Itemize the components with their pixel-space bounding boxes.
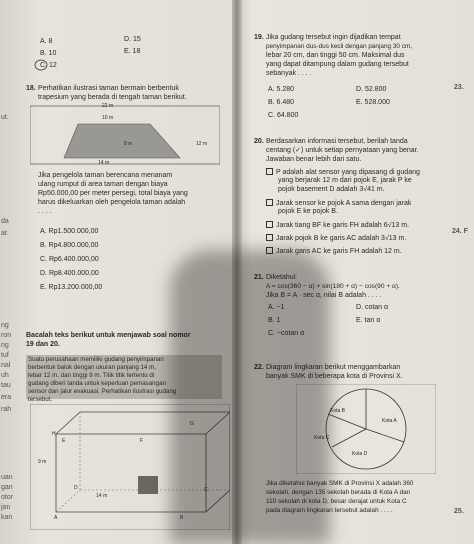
passage-line-5: sensor dan jalur evakuasi. Perhatikan ilustrasi gudang bbox=[28, 388, 177, 395]
option-c[interactable]: C. 12 bbox=[40, 62, 57, 69]
fig-inner-label: 10 m bbox=[102, 115, 114, 121]
margin-word: ron bbox=[1, 332, 12, 339]
margin-word: rah bbox=[1, 406, 12, 413]
q18-text-4: harus dikeluarkan oleh pengelola taman adalah bbox=[38, 199, 186, 206]
vertex-d: D bbox=[74, 485, 78, 491]
q19-line-3: lebar 20 cm, dan tinggi 50 cm. Maksimal dus bbox=[266, 52, 405, 59]
margin-number: 23. bbox=[454, 84, 464, 91]
q21-line-1: Diketahui: bbox=[266, 274, 298, 281]
margin-word: tuf bbox=[1, 352, 9, 359]
margin-word: era bbox=[1, 394, 12, 401]
box-length-label: 14 m bbox=[96, 493, 108, 499]
margin-number: 24. F bbox=[452, 228, 468, 235]
q18-line-1: Perhatikan ilustrasi taman bermain berbentuk bbox=[38, 85, 179, 92]
q20-line-2: centang (✓) untuk setiap pernyataan yang benar. bbox=[266, 147, 419, 154]
q19-line-1: Jika gudang tersebut ingin dijadikan tempat bbox=[266, 34, 401, 41]
passage-line-6: tersebut. bbox=[28, 396, 53, 403]
q21-option-b[interactable]: B. 1 bbox=[268, 317, 281, 324]
option-a[interactable]: A. 8 bbox=[40, 38, 53, 45]
box-height-label: 9 m bbox=[38, 459, 47, 465]
passage-line-3: lebar 12 m, dan tinggi 9 m. Titik titik tertentu di bbox=[28, 372, 155, 379]
q20-statement-1b: yang berjarak 12 m dari pojok E, jarak P ke bbox=[278, 177, 412, 184]
q22-number: 22. bbox=[254, 364, 264, 371]
option-d[interactable]: D. 15 bbox=[124, 36, 141, 43]
q18-option-c[interactable]: C. Rp6.400.000,00 bbox=[40, 256, 99, 263]
q19-option-c[interactable]: C. 64.800 bbox=[268, 112, 299, 119]
checkbox[interactable] bbox=[266, 199, 273, 206]
q21-option-c[interactable]: C. −cotan α bbox=[268, 330, 305, 337]
q19-line-2: penyimpanan dus-dus kecil dengan panjang 30 cm, bbox=[266, 43, 413, 50]
vertex-f: F bbox=[140, 438, 144, 444]
margin-word: gan bbox=[1, 484, 13, 491]
q19-number: 19. bbox=[254, 34, 264, 41]
checkbox[interactable] bbox=[266, 221, 273, 228]
q18-number: 18. bbox=[26, 85, 36, 92]
q18-text-5: . . . . bbox=[38, 208, 52, 215]
fig-side-label: 12 m bbox=[196, 141, 208, 147]
fig-middle-label: 8 m bbox=[124, 141, 133, 147]
q20-line-3: Jawaban benar lebih dari satu. bbox=[266, 156, 362, 163]
q21-option-e[interactable]: E. tan α bbox=[356, 317, 381, 324]
pie-label-kota-a: Kota A bbox=[382, 418, 397, 424]
q22-after-3: 110 sekolah di kota D, besar derajat untuk Kota C bbox=[266, 498, 407, 505]
margin-word: da bbox=[1, 218, 9, 225]
margin-number: 25. bbox=[454, 508, 464, 515]
q20-line-1: Berdasarkan informasi tersebut, berilah tanda bbox=[266, 138, 408, 145]
option-b[interactable]: B. 10 bbox=[40, 50, 57, 57]
margin-word: ut. bbox=[1, 114, 9, 121]
q20-statement-2b: pojok E ke pojok B. bbox=[278, 208, 338, 215]
q22-after-4: pada diagram lingkaran tersebut adalah . . . . bbox=[266, 507, 393, 514]
margin-word: ng bbox=[1, 342, 9, 349]
hand-shadow bbox=[170, 250, 330, 544]
q19-option-d[interactable]: D. 52.800 bbox=[356, 86, 387, 93]
q18-option-e[interactable]: E. Rp13.200.000,00 bbox=[40, 284, 103, 291]
margin-word: nal bbox=[1, 362, 11, 369]
q22-after-2: sekolah, dengan 135 sekolah berada di Kota A dan bbox=[266, 489, 411, 496]
q20-statement-5[interactable]: Jarak garis AC ke garis FH adalah 12 m. bbox=[266, 247, 402, 257]
passage-line-1: Suatu perusahaan memiliki gudang penyimpanan bbox=[28, 356, 164, 363]
q19-option-e[interactable]: E. 528.000 bbox=[356, 99, 390, 106]
vertex-a: A bbox=[54, 515, 58, 521]
vertex-h: H bbox=[52, 431, 56, 437]
margin-word: tau bbox=[1, 382, 11, 389]
q20-statement-3[interactable]: Jarak tiang BF ke garis FH adalah 6√13 m. bbox=[266, 221, 409, 231]
q21-line-2: A = cos(360 − α) + sin(180 + α) − cos(90 + α). bbox=[266, 283, 400, 290]
q18-line-2: trapesium yang berada di tengah taman berikut. bbox=[38, 94, 187, 101]
q20-statement-2[interactable]: Jarak sensor ke pojok A sama dengan jarak bbox=[266, 199, 411, 209]
q20-statement-1c: pojok basement D adalah 3√41 m. bbox=[278, 186, 385, 193]
q21-number: 21. bbox=[254, 274, 264, 281]
q19-option-b[interactable]: B. 6.480 bbox=[268, 99, 295, 106]
q18-option-a[interactable]: A. Rp1.500.000,00 bbox=[40, 228, 99, 235]
q18-option-b[interactable]: B. Rp4.800.000,00 bbox=[40, 242, 99, 249]
q18-option-d[interactable]: D. Rp8.400.000,00 bbox=[40, 270, 99, 277]
vertex-b: B bbox=[180, 515, 184, 521]
fig-bottom-label: 14 m bbox=[98, 160, 110, 166]
q22-after-1: Jika diketahui banyak SMK di Provinsi X adalah 360 bbox=[266, 480, 414, 487]
q19-line-4: yang dapat ditampung dalam gudang tersebut bbox=[266, 61, 409, 68]
q21-option-a[interactable]: A. −1 bbox=[268, 304, 285, 311]
checkbox[interactable] bbox=[266, 168, 273, 175]
passage-line-2: berbentuk balok dengan ukuran panjang 14 m, bbox=[28, 364, 156, 371]
margin-word: uan bbox=[1, 474, 13, 481]
q18-text-3: Rp50.000,00 per meter persegi, total biaya yang bbox=[38, 190, 188, 197]
q18-text-1: Jika pengelola taman berencana menanam bbox=[38, 172, 173, 179]
q22-line-2: banyak SMK di beberapa kota di Provinsi X. bbox=[266, 373, 403, 380]
checkbox[interactable] bbox=[266, 234, 273, 241]
q19-option-a[interactable]: A. 5.280 bbox=[268, 86, 295, 93]
trapezoid-figure bbox=[30, 104, 220, 166]
circled-answer-mark bbox=[34, 58, 48, 72]
pie-label-kota-b: Kota B bbox=[330, 408, 346, 414]
option-e[interactable]: E. 18 bbox=[124, 48, 141, 55]
vertex-c: C bbox=[204, 487, 208, 493]
q19-line-5: sebanyak . . . . bbox=[266, 70, 312, 77]
vertex-g: G bbox=[190, 421, 194, 427]
fig-top-label: 22 m bbox=[102, 103, 114, 109]
margin-word: ng bbox=[1, 322, 9, 329]
q20-statement-4[interactable]: Jarak pojok B ke garis AC adalah 3√13 m. bbox=[266, 234, 406, 244]
vertex-e: E bbox=[62, 438, 66, 444]
q20-number: 20. bbox=[254, 138, 264, 145]
q21-line-3: Jika B = A · sec α, nilai B adalah . . . . bbox=[266, 292, 382, 299]
margin-word: jan bbox=[1, 504, 11, 511]
q22-line-1: Diagram lingkaran berikut menggambarkan bbox=[266, 364, 401, 371]
pie-label-kota-c: Kota C bbox=[314, 435, 330, 441]
passage-line-4: gudang diberi tanda untuk keperluan pemasangan bbox=[28, 380, 166, 387]
q20-statement-1[interactable]: P adalah alat sensor yang dipasang di gudang bbox=[266, 168, 420, 178]
margin-word: ar. bbox=[1, 230, 9, 237]
pie-label-kota-d: Kota D bbox=[352, 451, 368, 457]
q18-text-2: ulang rumput di area taman dengan biaya bbox=[38, 181, 168, 188]
passage-heading-1: Bacalah teks berikut untuk menjawab soal nomor bbox=[26, 332, 191, 339]
margin-word: kan bbox=[1, 514, 13, 521]
margin-word: otor bbox=[1, 494, 14, 501]
passage-heading-2: 19 dan 20. bbox=[26, 341, 60, 348]
q21-option-d[interactable]: D. cotan α bbox=[356, 304, 389, 311]
margin-word: uh bbox=[1, 372, 9, 379]
